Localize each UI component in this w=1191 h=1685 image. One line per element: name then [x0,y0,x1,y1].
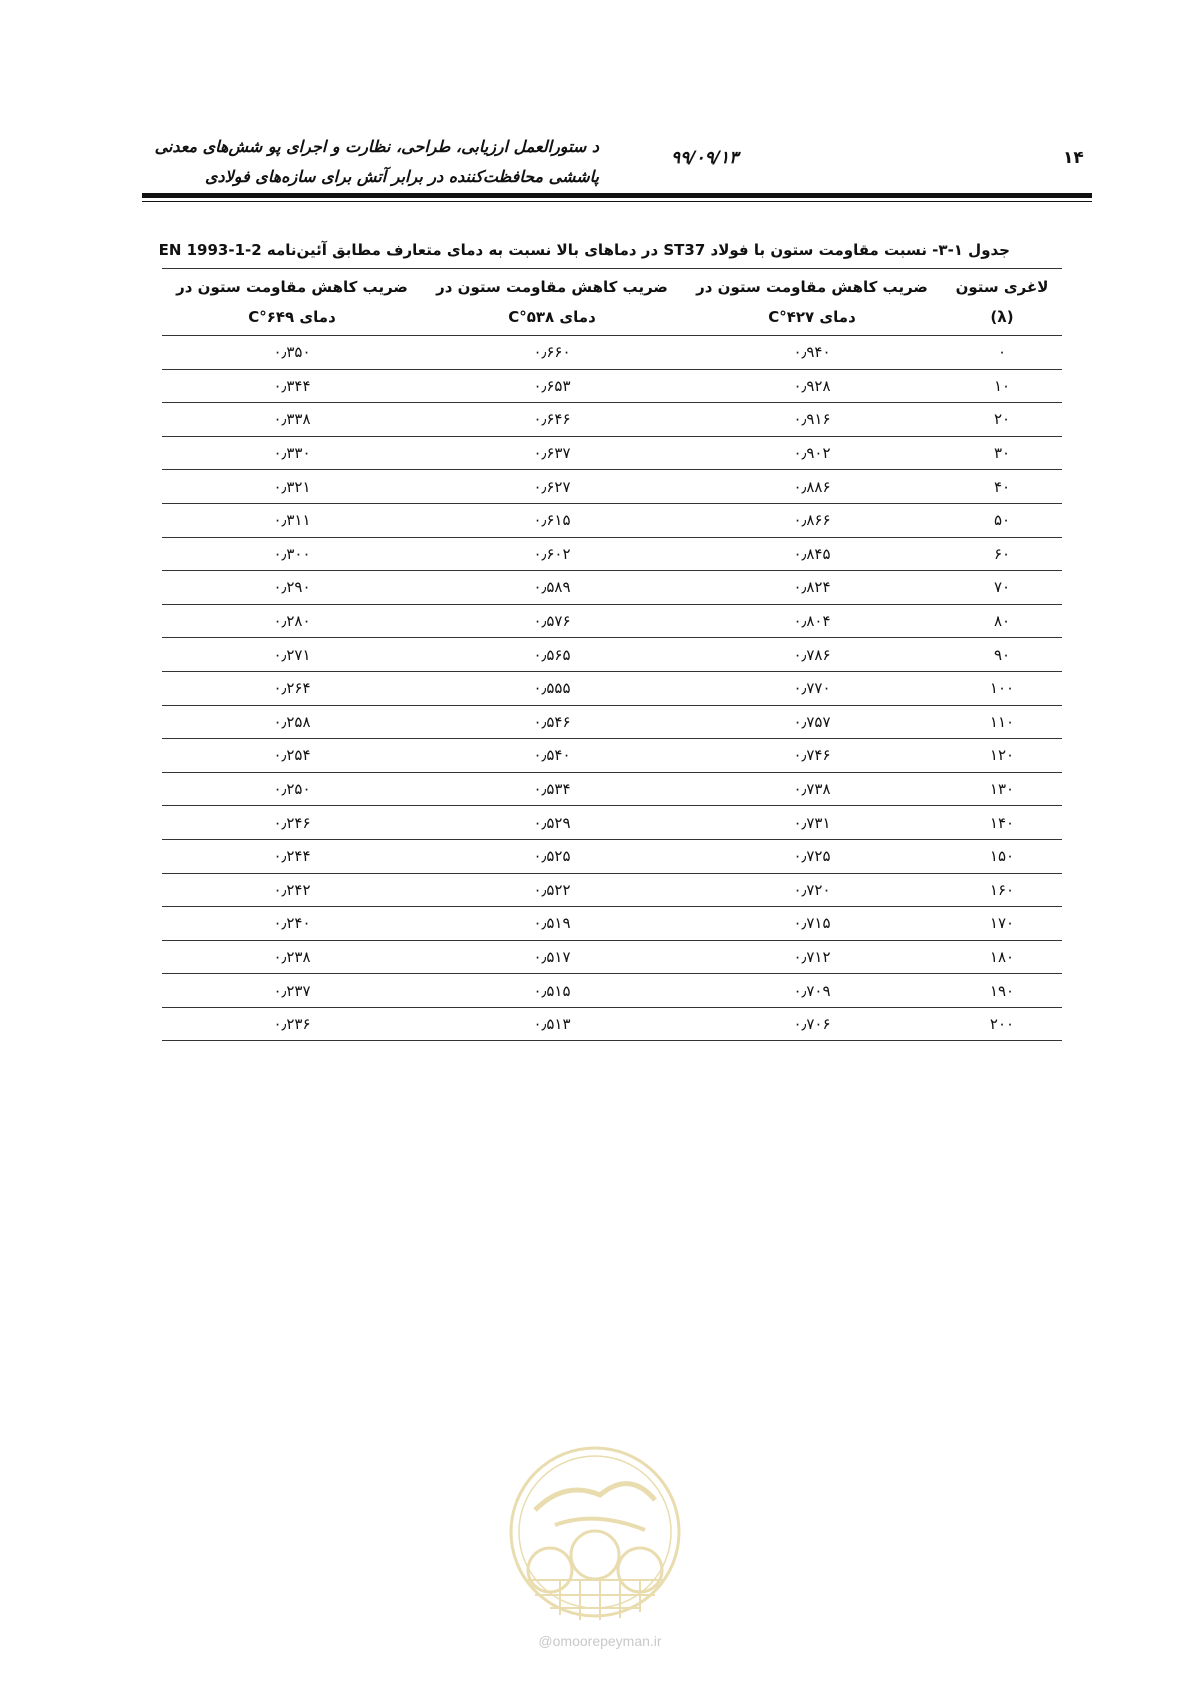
header-649c [162,269,422,336]
cell-slenderness: ۹۰ [942,638,1062,672]
page-number: ۱۴ [1063,148,1084,168]
cell-538c: ۰٫۶۶۰ [422,336,682,370]
cell-538c: ۰٫۶۱۵ [422,503,682,537]
cell-649c: ۰٫۲۴۲ [162,873,422,907]
cell-649c: ۰٫۳۵۰ [162,336,422,370]
watermark-logo-icon [505,1440,685,1625]
cell-538c: ۰٫۵۸۹ [422,571,682,605]
cell-slenderness: ۱۸۰ [942,940,1062,974]
table-row [162,772,1062,806]
cell-538c: ۰٫۵۶۵ [422,638,682,672]
cell-649c: ۰٫۲۴۰ [162,907,422,941]
cell-427c: ۰٫۹۴۰ [682,336,942,370]
table-row [162,436,1062,470]
table-row [162,571,1062,605]
header-slenderness [942,269,1062,336]
cell-427c: ۰٫۸۲۴ [682,571,942,605]
cell-649c: ۰٫۳۱۱ [162,503,422,537]
header-title-line-2: پاششی محافظت‌کننده در برابر آتش برای سازه‌های فولادی [205,167,599,186]
table-body [162,336,1062,1041]
cell-427c: ۰٫۷۰۹ [682,974,942,1008]
cell-slenderness: ۷۰ [942,571,1062,605]
cell-slenderness: ۱۹۰ [942,974,1062,1008]
cell-538c: ۰٫۶۰۲ [422,537,682,571]
header-title [119,132,599,192]
cell-538c: ۰٫۵۳۴ [422,772,682,806]
cell-538c: ۰٫۵۴۶ [422,705,682,739]
cell-538c: ۰٫۵۱۷ [422,940,682,974]
cell-427c: ۰٫۸۶۶ [682,503,942,537]
header-text: ضریب کاهش مقاومت ستون در [696,278,928,296]
cell-538c: ۰٫۶۵۳ [422,369,682,403]
cell-649c: ۰٫۳۳۰ [162,436,422,470]
header-text: دمای ۶۴۹°C [248,308,336,326]
cell-538c: ۰٫۵۷۶ [422,604,682,638]
table-row [162,537,1062,571]
cell-slenderness: ۱۵۰ [942,839,1062,873]
table-row [162,503,1062,537]
table-row [162,369,1062,403]
cell-427c: ۰٫۹۰۲ [682,436,942,470]
cell-427c: ۰٫۷۳۸ [682,772,942,806]
cell-538c: ۰٫۵۴۰ [422,739,682,773]
table-row [162,907,1062,941]
cell-649c: ۰٫۲۵۰ [162,772,422,806]
cell-slenderness: ۲۰ [942,403,1062,437]
table-row [162,839,1062,873]
cell-slenderness: ۱۱۰ [942,705,1062,739]
cell-slenderness: ۱۳۰ [942,772,1062,806]
cell-427c: ۰٫۷۵۷ [682,705,942,739]
header-text: لاغری ستون [955,278,1049,296]
table-row [162,403,1062,437]
cell-538c: ۰٫۵۱۵ [422,974,682,1008]
cell-649c: ۰٫۲۳۸ [162,940,422,974]
cell-538c: ۰٫۵۱۳ [422,1007,682,1041]
cell-427c: ۰٫۷۳۱ [682,806,942,840]
table-row [162,739,1062,773]
table-header-row [162,269,1062,336]
cell-427c: ۰٫۹۲۸ [682,369,942,403]
cell-slenderness: ۱۰۰ [942,671,1062,705]
table-row [162,1007,1062,1041]
header-date: ۹۹/۰۹/۱۳ [671,148,739,168]
cell-427c: ۰٫۸۸۶ [682,470,942,504]
cell-427c: ۰٫۷۰۶ [682,1007,942,1041]
cell-427c: ۰٫۷۲۵ [682,839,942,873]
cell-427c: ۰٫۸۰۴ [682,604,942,638]
cell-slenderness: ۶۰ [942,537,1062,571]
cell-slenderness: ۳۰ [942,436,1062,470]
cell-427c: ۰٫۷۱۲ [682,940,942,974]
cell-538c: ۰٫۶۴۶ [422,403,682,437]
cell-slenderness: ۵۰ [942,503,1062,537]
cell-649c: ۰٫۳۰۰ [162,537,422,571]
header-rule-thick [142,193,1092,198]
watermark-url[interactable]: @omoorepeyman.ir [538,1633,662,1649]
header-427c [682,269,942,336]
table-caption: جدول ۱-۳- نسبت مقاومت ستون با فولاد ST37 در دماهای بالا نسبت به دمای متعارف مطابق آئین‌نامه EN 1993-1-2 [158,241,1010,259]
cell-649c: ۰٫۲۴۶ [162,806,422,840]
cell-649c: ۰٫۲۵۸ [162,705,422,739]
header-rule-thin [142,201,1092,202]
header-text: ضریب کاهش مقاومت ستون در [436,278,668,296]
cell-538c: ۰٫۵۱۹ [422,907,682,941]
header-text: (λ) [990,308,1014,326]
cell-427c: ۰٫۷۱۵ [682,907,942,941]
table-row [162,940,1062,974]
cell-649c: ۰٫۳۴۴ [162,369,422,403]
header-title-line-1: د ستورالعمل ارزیابی، طراحی، نظارت و اجرای پو شش‌های معدنی [154,137,599,156]
table-row [162,604,1062,638]
cell-538c: ۰٫۵۵۵ [422,671,682,705]
cell-427c: ۰٫۹۱۶ [682,403,942,437]
cell-538c: ۰٫۵۲۵ [422,839,682,873]
cell-649c: ۰٫۲۵۴ [162,739,422,773]
table-row [162,705,1062,739]
header-text: ضریب کاهش مقاومت ستون در [176,278,408,296]
cell-427c: ۰٫۸۴۵ [682,537,942,571]
table-row [162,638,1062,672]
cell-649c: ۰٫۲۳۷ [162,974,422,1008]
cell-slenderness: ۱۶۰ [942,873,1062,907]
cell-427c: ۰٫۷۴۶ [682,739,942,773]
cell-649c: ۰٫۲۳۶ [162,1007,422,1041]
cell-538c: ۰٫۶۳۷ [422,436,682,470]
cell-427c: ۰٫۷۷۰ [682,671,942,705]
cell-649c: ۰٫۳۲۱ [162,470,422,504]
cell-649c: ۰٫۲۶۴ [162,671,422,705]
table-row [162,470,1062,504]
cell-slenderness: ۸۰ [942,604,1062,638]
cell-649c: ۰٫۲۷۱ [162,638,422,672]
cell-427c: ۰٫۷۸۶ [682,638,942,672]
cell-slenderness: ۲۰۰ [942,1007,1062,1041]
cell-538c: ۰٫۵۲۲ [422,873,682,907]
cell-649c: ۰٫۲۴۴ [162,839,422,873]
header-text: دمای ۴۲۷°C [768,308,856,326]
table-row [162,336,1062,370]
cell-649c: ۰٫۲۸۰ [162,604,422,638]
table-row [162,671,1062,705]
table-row [162,974,1062,1008]
cell-427c: ۰٫۷۲۰ [682,873,942,907]
cell-538c: ۰٫۶۲۷ [422,470,682,504]
cell-slenderness: ۰ [942,336,1062,370]
cell-slenderness: ۱۷۰ [942,907,1062,941]
cell-slenderness: ۱۰ [942,369,1062,403]
cell-538c: ۰٫۵۲۹ [422,806,682,840]
cell-slenderness: ۱۴۰ [942,806,1062,840]
cell-649c: ۰٫۳۳۸ [162,403,422,437]
header-538c [422,269,682,336]
cell-slenderness: ۴۰ [942,470,1062,504]
table-row [162,873,1062,907]
header-text: دمای ۵۳۸°C [508,308,596,326]
cell-649c: ۰٫۲۹۰ [162,571,422,605]
table-row [162,806,1062,840]
strength-reduction-table [162,268,1062,1041]
cell-slenderness: ۱۲۰ [942,739,1062,773]
